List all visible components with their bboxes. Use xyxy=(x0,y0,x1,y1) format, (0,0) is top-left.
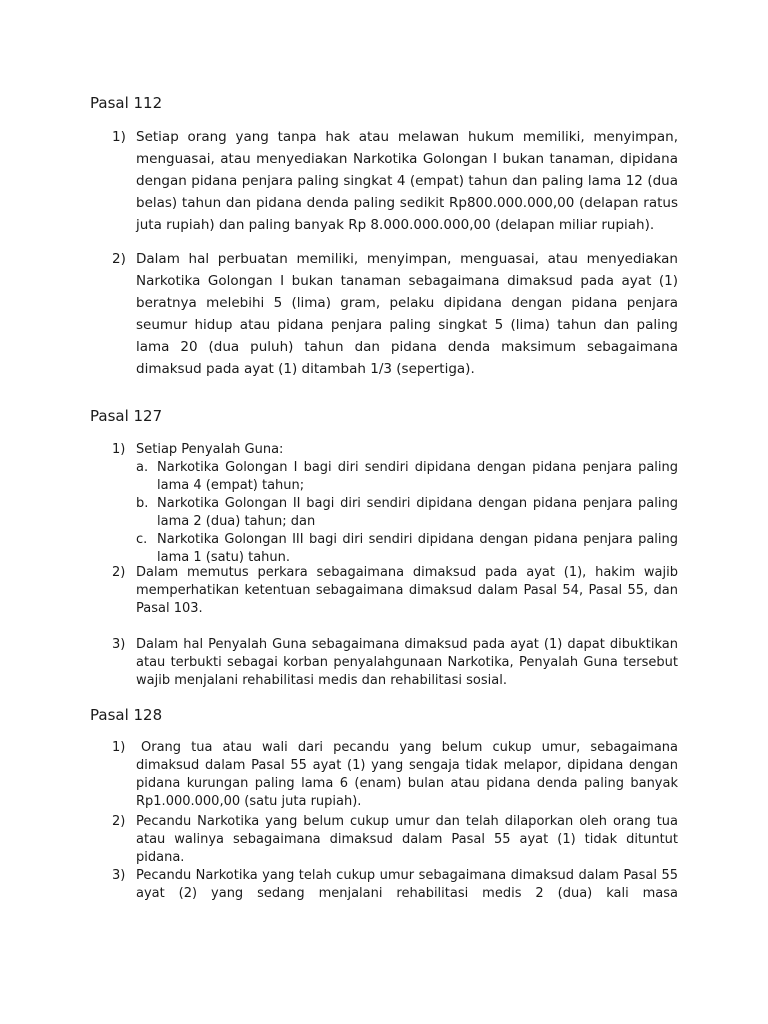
item-text: Pecandu Narkotika yang belum cukup umur dan telah dilaporkan oleh orang tua atau walinya sebagaimana dimaksud dalam Pasal 55 ayat (1) tidak dituntut pidana. xyxy=(136,814,678,865)
item-number: 3) xyxy=(112,868,126,883)
pasal-112-heading: Pasal 112 xyxy=(90,94,163,112)
item-text: Dalam memutus perkara sebagaimana dimaksud pada ayat (1), hakim wajib memperhatikan ketentuan sebagaimana dimaksud dalam Pasal 54, Pasal 55, dan Pasal 103. xyxy=(136,565,678,616)
sub-item-letter: b. xyxy=(136,496,149,511)
item-number: 2) xyxy=(112,565,126,580)
item-number: 1) xyxy=(112,740,126,755)
pasal-127-item-1 xyxy=(112,441,678,567)
item-text: Setiap orang yang tanpa hak atau melawan hukum memiliki, menyimpan, menguasai, atau menyediakan Narkotika Golongan I bukan tanaman, dipidana dengan pidana penjara paling singkat 4 (empat) tahun dan paling lama 12 (dua belas) tahun dan pidana denda paling sedikit Rp800.000.000,00 (delapan ratus juta rupiah) dan paling banyak Rp 8.000.000.000,00 (delapan miliar rupiah). xyxy=(136,129,678,233)
sub-item-c xyxy=(136,531,678,567)
pasal-127-heading: Pasal 127 xyxy=(90,407,163,425)
sub-item-letter: c. xyxy=(136,532,148,547)
sub-item-b xyxy=(136,495,678,531)
sub-item-a xyxy=(136,459,678,495)
item-text: Dalam hal Penyalah Guna sebagaimana dimaksud pada ayat (1) dapat dibuktikan atau terbukti sebagai korban penyalahgunaan Narkotika, Penyalah Guna tersebut wajib menjalani rehabilitasi medis dan rehabilitasi sosial. xyxy=(136,637,678,688)
sub-item-letter: a. xyxy=(136,460,149,475)
item-number: 1) xyxy=(112,129,126,145)
item-text: Dalam hal perbuatan memiliki, menyimpan, menguasai, atau menyediakan Narkotika Golongan I bukan tanaman sebagaimana dimaksud pada ayat (1) beratnya melebihi 5 (lima) gram, pelaku dipidana dengan pidana penjara seumur hidup atau pidana penjara paling singkat 5 (lima) tahun dan paling lama 20 (dua puluh) tahun dan pidana denda maksimum sebagaimana dimaksud pada ayat (1) ditambah 1/3 (sepertiga). xyxy=(136,251,678,377)
item-number: 2) xyxy=(112,251,126,267)
item-number: 2) xyxy=(112,814,126,829)
sub-item-text: Narkotika Golongan II bagi diri sendiri dipidana dengan pidana penjara paling lama 2 (dua) tahun; dan xyxy=(157,496,678,529)
pasal-112-item-2 xyxy=(112,248,678,380)
item-number: 3) xyxy=(112,637,126,652)
item-text: Orang tua atau wali dari pecandu yang belum cukup umur, sebagaimana dimaksud dalam Pasal 55 ayat (1) yang sengaja tidak melapor, dipidana dengan pidana kurungan paling lama 6 (enam) bulan atau pidana denda paling banyak Rp1.000.000,00 (satu juta rupiah). xyxy=(136,740,678,809)
pasal-128-heading: Pasal 128 xyxy=(90,706,163,724)
item-text: Pecandu Narkotika yang telah cukup umur sebagaimana dimaksud dalam Pasal 55 ayat (2) yang sedang menjalani rehabilitasi medis 2 (dua) kali masa xyxy=(136,868,678,901)
sub-item-text: Narkotika Golongan III bagi diri sendiri dipidana dengan pidana penjara paling lama 1 (satu) tahun. xyxy=(157,532,678,565)
item-number: 1) xyxy=(112,442,126,457)
pasal-127-item-2 xyxy=(112,564,678,618)
pasal-127-item-3 xyxy=(112,636,678,690)
item-text: Setiap Penyalah Guna: xyxy=(136,442,284,457)
pasal-128-item-3 xyxy=(112,867,678,903)
sub-item-text: Narkotika Golongan I bagi diri sendiri dipidana dengan pidana penjara paling lama 4 (empat) tahun; xyxy=(157,460,678,493)
pasal-112-item-1 xyxy=(112,126,678,236)
pasal-128-item-2 xyxy=(112,813,678,867)
pasal-128-item-1 xyxy=(112,739,678,811)
